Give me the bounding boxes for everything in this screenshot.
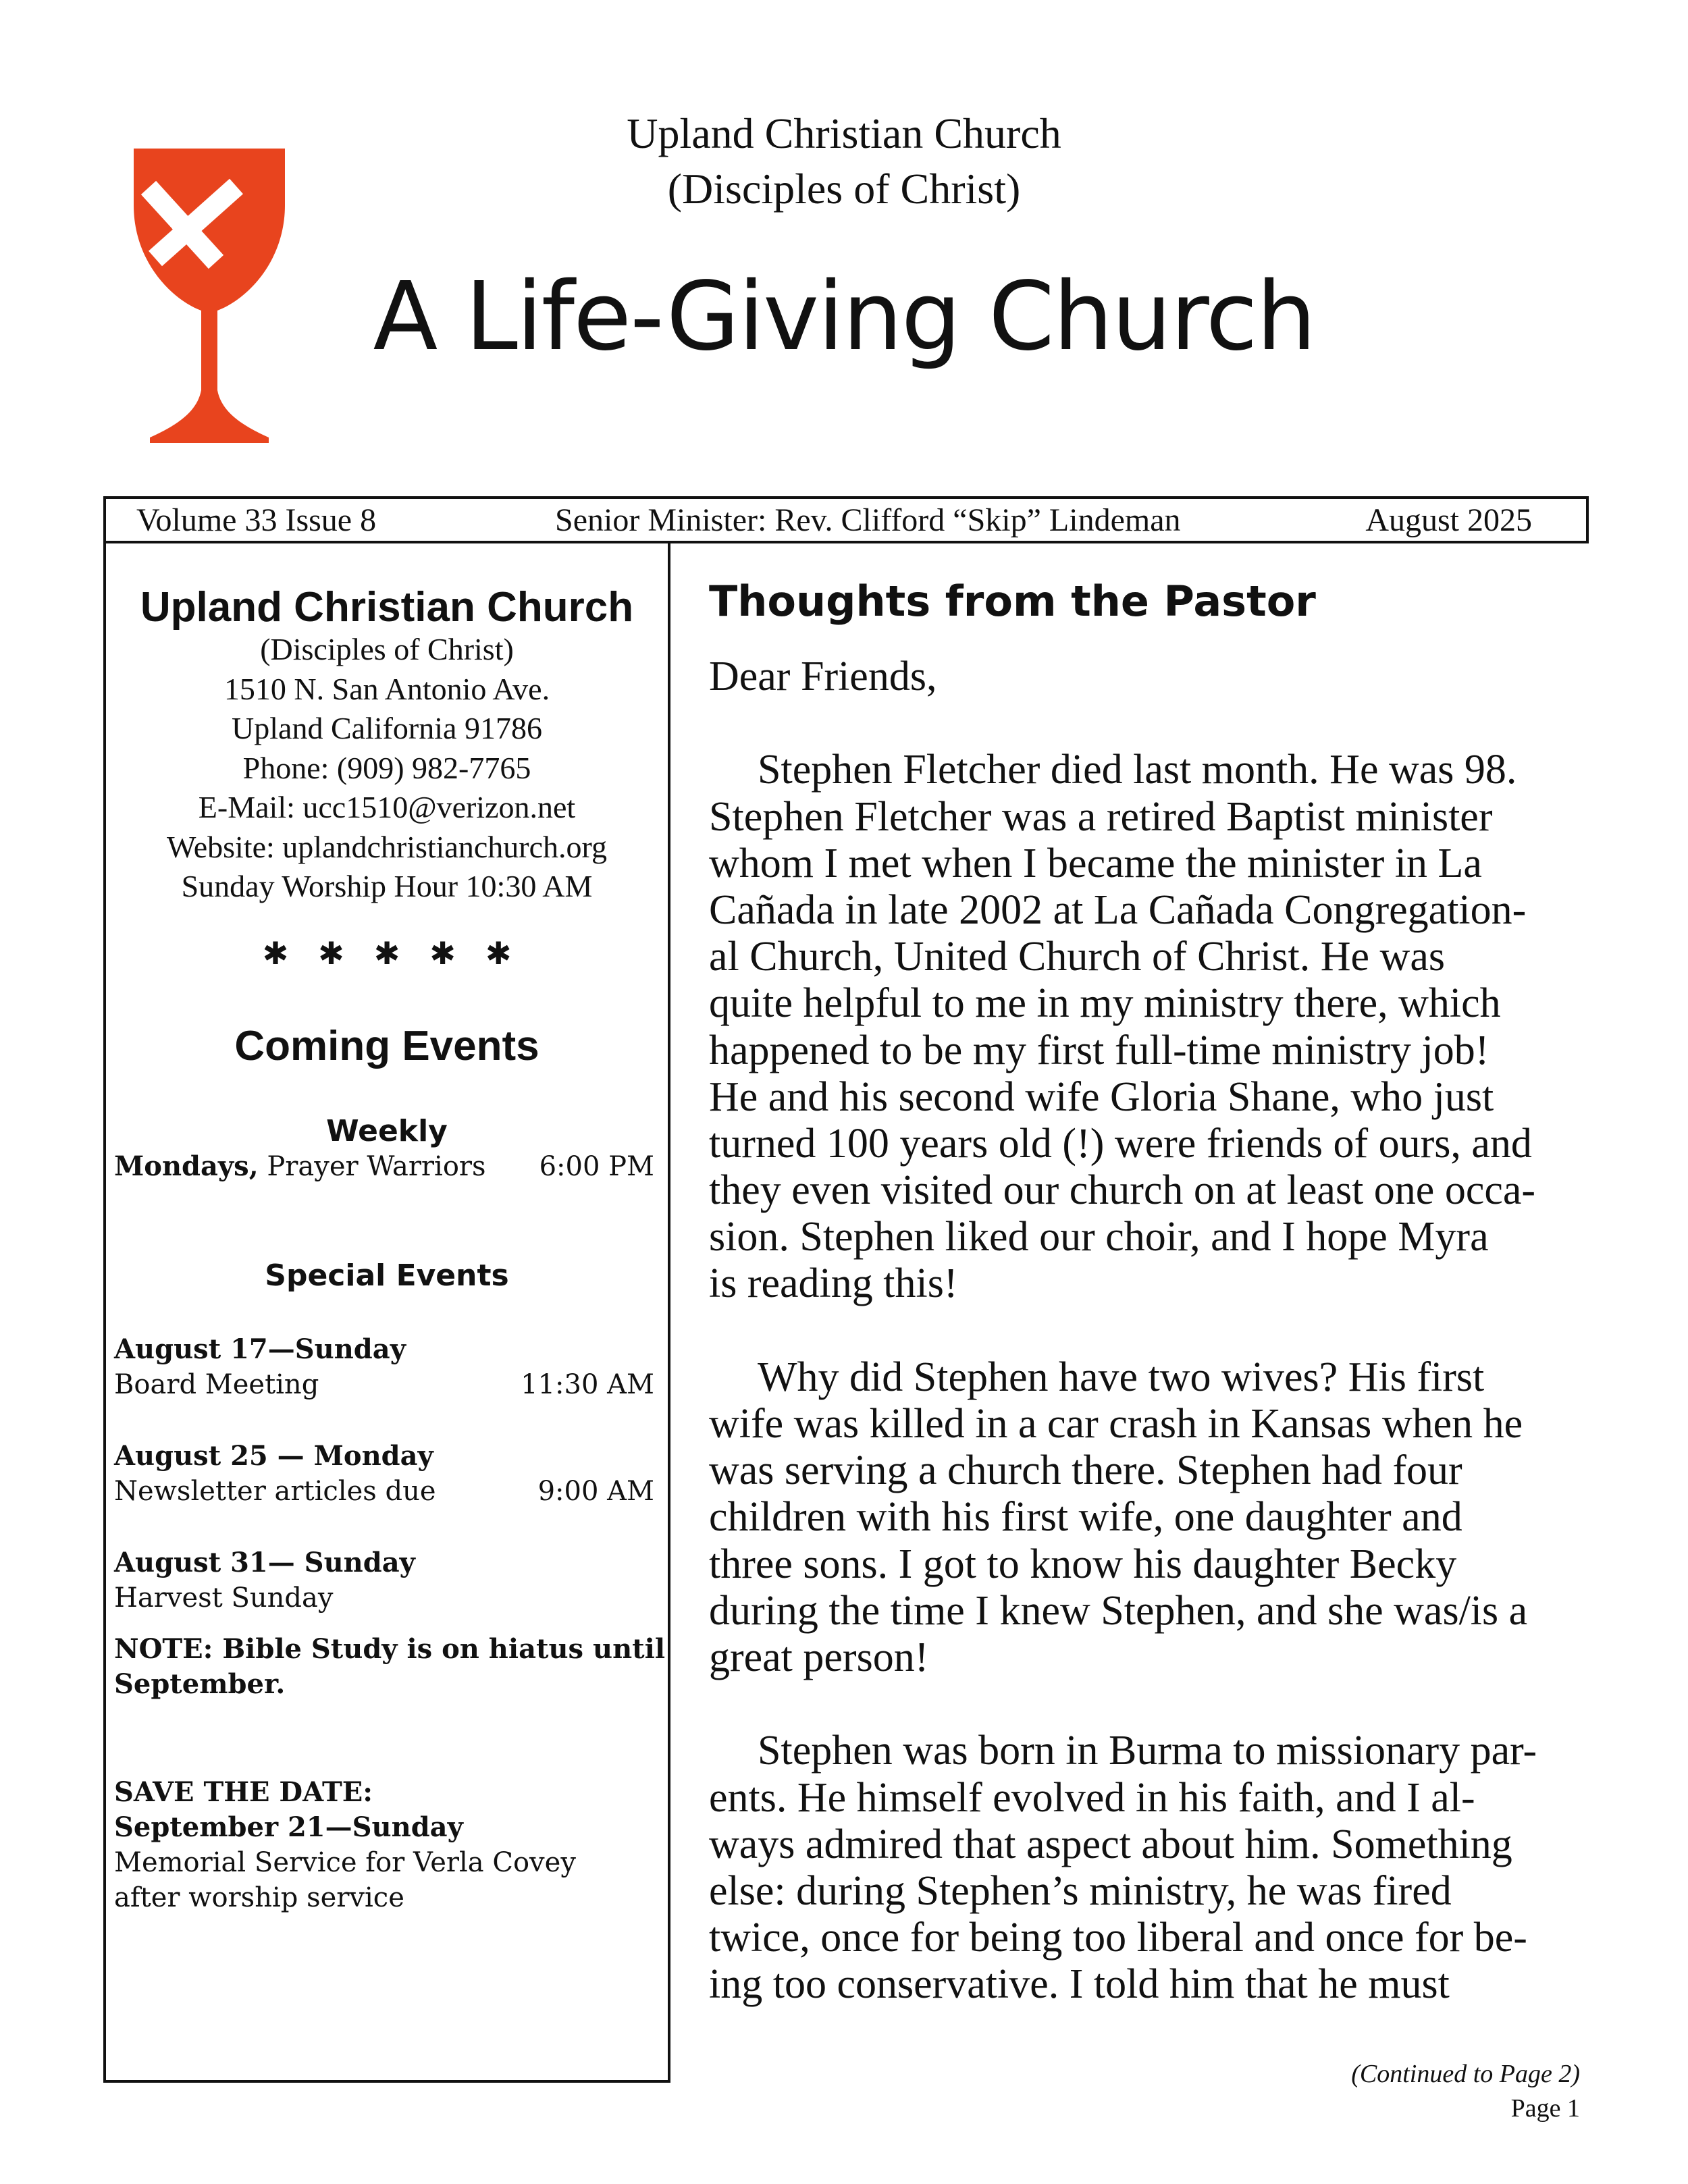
star-divider: ✱✱✱✱✱ <box>262 935 542 971</box>
event-time: 9:00 AM <box>537 1476 654 1507</box>
save-the-date <box>114 1775 654 1915</box>
article-line: great person! <box>709 1634 929 1680</box>
weekly-heading: Weekly <box>326 1114 448 1148</box>
event-name: Prayer Warriors <box>258 1151 486 1182</box>
event-name: Harvest Sunday <box>114 1582 334 1614</box>
article-line: ents. He himself evolved in his faith, and I al- <box>709 1774 1475 1821</box>
event-name: Memorial Service for Verla Covey <box>114 1847 576 1878</box>
sidebar-title: Upland Christian Church <box>140 584 634 631</box>
contact-address: 1510 N. San Antonio Ave. <box>223 671 550 706</box>
article-line: wife was killed in a car crash in Kansas when he <box>709 1401 1523 1447</box>
issue-date: August 2025 <box>1365 502 1532 538</box>
article-line: quite helpful to me in my ministry there, which <box>709 980 1501 1027</box>
contact-city: Upland California 91786 <box>232 711 542 745</box>
event-harvest-sunday <box>114 1545 654 1616</box>
header-denomination: (Disciples of Christ) <box>667 165 1021 213</box>
article-line: happened to be my first full-time ministry job! <box>709 1027 1489 1073</box>
volume-issue: Volume 33 Issue 8 <box>136 502 377 538</box>
article-line: three sons. I got to know his daughter Becky <box>709 1541 1457 1587</box>
continued-note: (Continued to Page 2) <box>1351 2060 1580 2088</box>
article-line: ing too conservative. I told him that he must <box>709 1961 1450 2008</box>
article-line: ways admired that aspect about him. Something <box>709 1821 1512 1867</box>
sidebar <box>103 543 670 2083</box>
article-line: children with his first wife, one daughter and <box>709 1494 1462 1541</box>
contact-denomination: (Disciples of Christ) <box>260 632 514 666</box>
page-number: Page 1 <box>1510 2094 1580 2123</box>
chalice-logo-icon <box>128 147 290 444</box>
article-body <box>709 654 1587 2008</box>
contact-website: Website: uplandchristianchurch.org <box>166 829 608 864</box>
event-day: Mondays, <box>114 1150 259 1182</box>
article-line: else: during Stephen’s ministry, he was fired <box>709 1867 1452 1914</box>
article-line: Cañada in late 2002 at La Cañada Congregation- <box>709 886 1527 933</box>
contact-email: E-Mail: ucc1510@verizon.net <box>198 790 576 824</box>
event-name: Newsletter articles due <box>114 1476 436 1507</box>
worship-hour: Sunday Worship Hour 10:30 AM <box>181 869 593 903</box>
note-line: September. <box>114 1668 286 1700</box>
article-line: Stephen Fletcher died last month. He was 98. <box>758 747 1517 793</box>
coming-events-title: Coming Events <box>234 1023 539 1069</box>
event-detail: after worship service <box>114 1882 404 1913</box>
article-line: Why did Stephen have two wives? His first <box>758 1354 1485 1400</box>
article-line: during the time I knew Stephen, and she was/is a <box>709 1587 1528 1634</box>
event-date: August 31— Sunday <box>114 1547 415 1578</box>
article-line: al Church, United Church of Christ. He was <box>709 934 1445 980</box>
event-time: 11:30 AM <box>521 1369 654 1400</box>
article-line: sion. Stephen liked our choir, and I hope Myra <box>709 1214 1489 1260</box>
event-date: August 17—Sunday <box>114 1333 406 1365</box>
article-title: Thoughts from the Pastor <box>709 577 1316 626</box>
article-line: turned 100 years old (!) were friends of ours, and <box>709 1120 1532 1167</box>
senior-minister: Senior Minister: Rev. Clifford “Skip” Lindeman <box>555 502 1181 538</box>
event-board-meeting <box>114 1332 654 1402</box>
header-church-name: Upland Christian Church <box>627 109 1061 157</box>
event-date: September 21—Sunday <box>114 1811 463 1843</box>
article-line: is reading this! <box>709 1260 958 1307</box>
event-newsletter <box>114 1439 654 1509</box>
article-line: twice, once for being too liberal and once for be- <box>709 1915 1527 1961</box>
article-line: Stephen Fletcher was a retired Baptist minister <box>709 793 1493 840</box>
event-date: August 25 — Monday <box>114 1440 433 1472</box>
article-line: was serving a church there. Stephen had four <box>709 1447 1462 1494</box>
save-title: SAVE THE DATE: <box>114 1776 373 1808</box>
bible-study-note <box>114 1632 666 1702</box>
event-name: Board Meeting <box>114 1369 319 1400</box>
contact-info <box>106 630 668 907</box>
event-weekly <box>114 1149 654 1184</box>
special-events-heading: Special Events <box>265 1258 509 1293</box>
article-line: He and his second wife Gloria Shane, who just <box>709 1073 1494 1120</box>
note-line: NOTE: Bible Study is on hiatus until <box>114 1633 666 1665</box>
newsletter-title: A Life-Giving Church <box>373 262 1315 372</box>
article-line: Stephen was born in Burma to missionary par- <box>758 1728 1537 1774</box>
salutation: Dear Friends, <box>709 654 937 699</box>
article-line: they even visited our church on at least one occa- <box>709 1167 1536 1214</box>
event-time: 6:00 PM <box>539 1151 654 1182</box>
article-line: whom I met when I became the minister in La <box>709 840 1482 886</box>
contact-phone: Phone: (909) 982-7765 <box>242 750 531 785</box>
issue-info-bar <box>103 496 1589 543</box>
